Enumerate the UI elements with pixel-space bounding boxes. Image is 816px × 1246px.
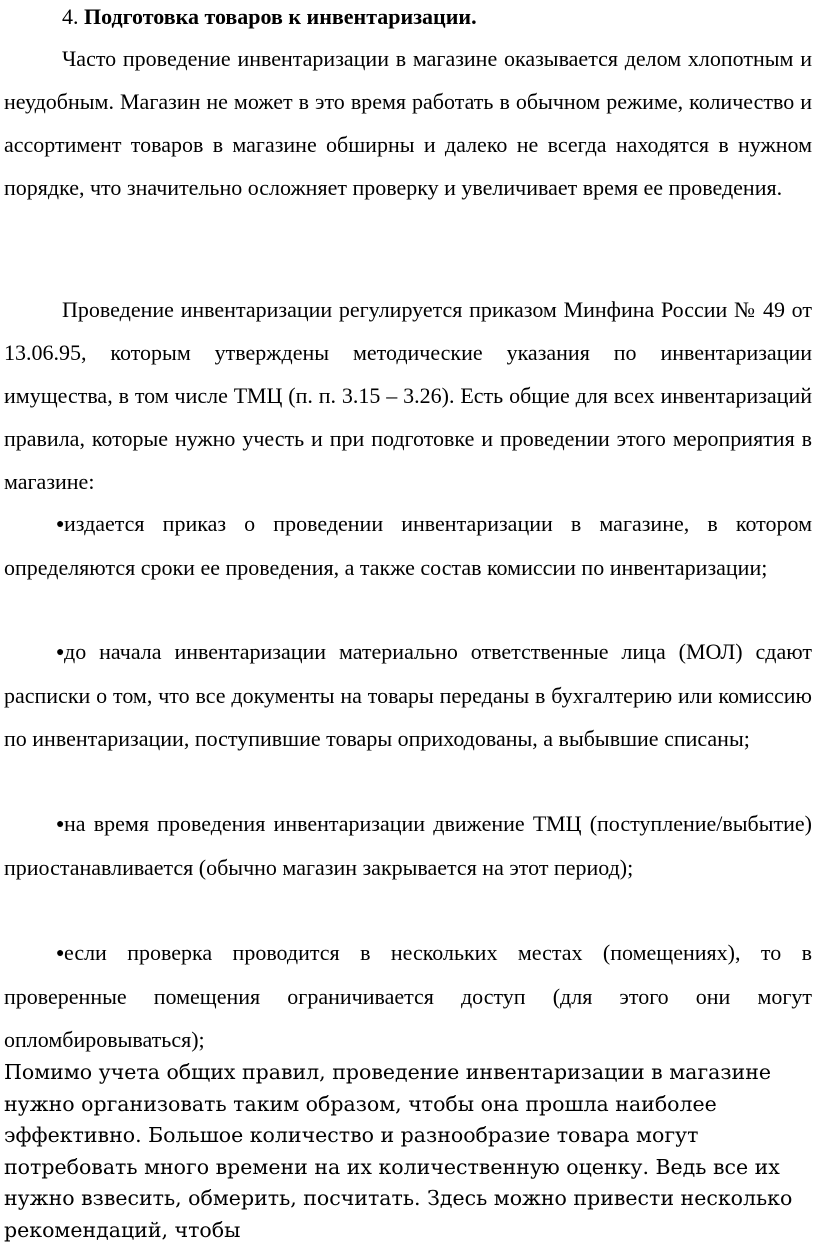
section-number: 4. bbox=[62, 4, 79, 29]
list-item bbox=[4, 802, 812, 889]
list-item-text: если проверка проводится в нескольких местах (помещениях), то в проверенные помещения ограничивается доступ (для этого они могут опломбировываться); bbox=[4, 940, 812, 1052]
list-item-text: издается приказ о проведении инвентаризации в магазине, в котором определяются сроки ее проведения, а также состав комиссии по инвентаризации; bbox=[4, 511, 812, 580]
bullet-icon: ● bbox=[56, 817, 65, 832]
section-heading bbox=[62, 2, 477, 32]
list-item bbox=[4, 931, 812, 1061]
intro-paragraph: Часто проведение инвентаризации в магазине оказывается делом хлопотным и неудобным. Магазин не может в это время работать в обычном режиме, количество и ассортимент товаров в магазине обширны и далеко не всегда находятся в нужном порядке, что значительно осложняет проверку и увеличивает время ее проведения. bbox=[4, 46, 812, 200]
bullet-icon: ● bbox=[56, 946, 65, 961]
section-title: Подготовка товаров к инвентаризации. bbox=[84, 4, 477, 29]
list-item-text: до начала инвентаризации материально ответственные лица (МОЛ) сдают расписки о том, что все документы на товары переданы в бухгалтерию или комиссию по инвентаризации, поступившие товары оприходованы, а выбывшие списаны; bbox=[4, 639, 812, 751]
list-item bbox=[4, 630, 812, 760]
closing-paragraph: Помимо учета общих правил, проведение инвентаризации в магазине нужно организовать таким образом, чтобы она прошла наиболее эффективно. Большое количество и разнообразие товара могут потребовать много времени на их количественную оценку. Ведь все их нужно взвесить, обмерить, посчитать. Здесь можно привести несколько рекомендаций, чтобы bbox=[4, 1060, 793, 1242]
list-item bbox=[4, 502, 812, 589]
bullet-icon: ● bbox=[56, 517, 65, 532]
regulation-paragraph: Проведение инвентаризации регулируется приказом Минфина России № 49 от 13.06.95, которым утверждены методические указания по инвентаризации имущества, в том числе ТМЦ (п. п. 3.15 – 3.26). Есть общие для всех инвентаризаций правила, которые нужно учесть и при подготовке и проведении этого мероприятия в магазине: bbox=[4, 297, 812, 494]
list-item-text: на время проведения инвентаризации движение ТМЦ (поступление/выбытие) приостанавливается (обычно магазин закрывается на этот период); bbox=[4, 811, 812, 880]
bullet-icon: ● bbox=[56, 645, 65, 660]
